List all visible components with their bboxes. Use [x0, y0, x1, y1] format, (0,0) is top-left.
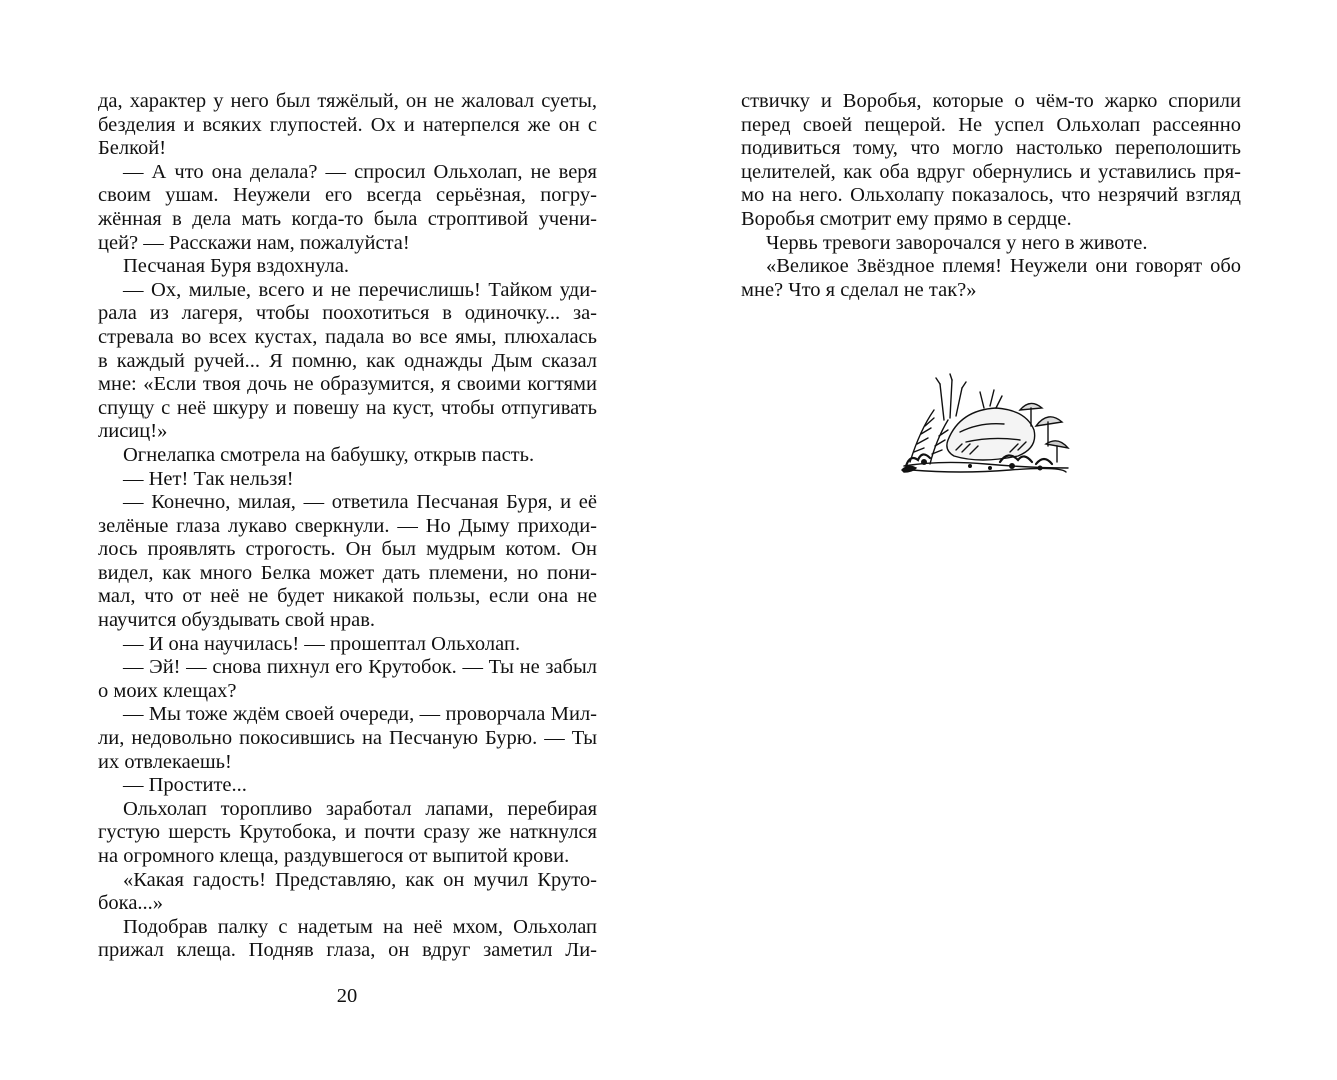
text-line: Белкой!: [98, 137, 167, 160]
text-line: «Великое Звёздное племя! Неужели они говорят обо: [766, 255, 1241, 278]
text-line: — Ох, милые, всего и не перечислишь! Тайком уди-: [123, 278, 597, 301]
page-number: 20: [336, 985, 358, 1007]
text-line: бока...»: [98, 892, 164, 915]
text-line: лось проявлять строгость. Он был мудрым котом. Он: [98, 538, 597, 561]
text-line: Песчаная Буря вздохнула.: [123, 255, 350, 278]
left-page: [0, 0, 668, 1080]
right-page: [668, 0, 1337, 1080]
text-line: — Простите...: [123, 774, 247, 797]
text-line: — Конечно, милая, — ответила Песчаная Буря, и её: [123, 491, 597, 514]
text-line: о моих клещах?: [98, 679, 237, 702]
text-line: — Эй! — снова пихнул его Крутобок. — Ты не забыл: [123, 656, 597, 679]
text-line: густую шерсть Крутобока, и почти сразу же наткнулся: [98, 821, 597, 844]
text-line: Червь тревоги заворочался у него в животе.: [766, 231, 1148, 254]
text-line: мне? Что я сделал не так?»: [741, 278, 977, 301]
text-line: рала из лагеря, чтобы поохотиться в одиночку... за-: [98, 302, 597, 325]
text-line: их отвлекаешь!: [98, 750, 232, 773]
text-line: мо на него. Ольхолапу показалось, что незрячий взгляд: [741, 184, 1241, 207]
text-line: подивиться тому, что могло настолько переполошить: [741, 137, 1241, 160]
left-page-text: [98, 90, 597, 963]
text-line: мне: «Если твоя дочь не образумится, я своими когтями: [98, 373, 597, 396]
text-line: Подобрав палку с надетым на неё мхом, Ольхолап: [123, 915, 597, 938]
right-page-text: [741, 90, 1241, 302]
text-line: видел, как много Белка может дать племени, но пони-: [98, 561, 597, 584]
text-line: в каждый ручей... Я помню, как однажды Дым сказал: [98, 349, 597, 372]
text-line: научится обуздывать свой нрав.: [98, 609, 376, 632]
text-line: спущу с неё шкуру и повешу на куст, чтобы отпугивать: [98, 396, 597, 419]
text-line: ствичку и Воробья, которые о чём-то жарко спорили: [741, 90, 1241, 112]
text-line: — Нет! Так нельзя!: [123, 467, 294, 490]
text-line: да, характер у него был тяжёлый, он не жаловал суеты,: [98, 90, 597, 112]
text-line: — Мы тоже ждём своей очереди, — проворчала Мил-: [123, 703, 597, 726]
text-line: Воробья смотрит ему прямо в сердце.: [741, 207, 1072, 230]
text-line: — И она научилась! — прошептал Ольхолап.: [123, 632, 521, 655]
text-line: ли, недовольно покосившись на Песчаную Бурю. — Ты: [98, 727, 597, 750]
text-line: лисиц!»: [98, 420, 168, 443]
text-line: своим ушам. Неужели его всегда серьёзная, погру-: [98, 184, 597, 207]
text-line: «Какая гадость! Представляю, как он мучил Круто-: [123, 868, 597, 891]
text-line: мал, что от неё не будет никакой пользы, если она не: [98, 585, 597, 608]
text-line: цей? — Расскажи нам, пожалуйста!: [98, 231, 410, 254]
text-line: безделия и всяких глупостей. Ох и натерпелся же он с: [98, 113, 597, 136]
text-line: целителей, как оба вдруг обернулись и уставились пря-: [741, 160, 1241, 183]
text-line: Огнелапка смотрела на бабушку, открыв пасть.: [123, 443, 535, 466]
text-line: — А что она делала? — спросил Ольхолап, не веря: [123, 160, 597, 183]
text-line: прижал клеща. Подняв глаза, он вдруг заметил Ли-: [98, 939, 597, 962]
text-line: Ольхолап торопливо заработал лапами, перебирая: [123, 797, 597, 820]
text-line: зелёные глаза лукаво сверкнули. — Но Дыму приходи-: [98, 514, 597, 537]
text-line: перед своей пещерой. Не успел Ольхолап рассеянно: [741, 113, 1241, 136]
forest-vignette-icon: [900, 370, 1072, 480]
text-line: стревала во всех кустах, падала во все ямы, плюхалась: [98, 325, 597, 348]
text-line: жённая в дела мать когда-то была строптивой учени-: [98, 207, 597, 230]
text-line: на огромного клеща, раздувшегося от выпитой крови.: [98, 845, 570, 867]
